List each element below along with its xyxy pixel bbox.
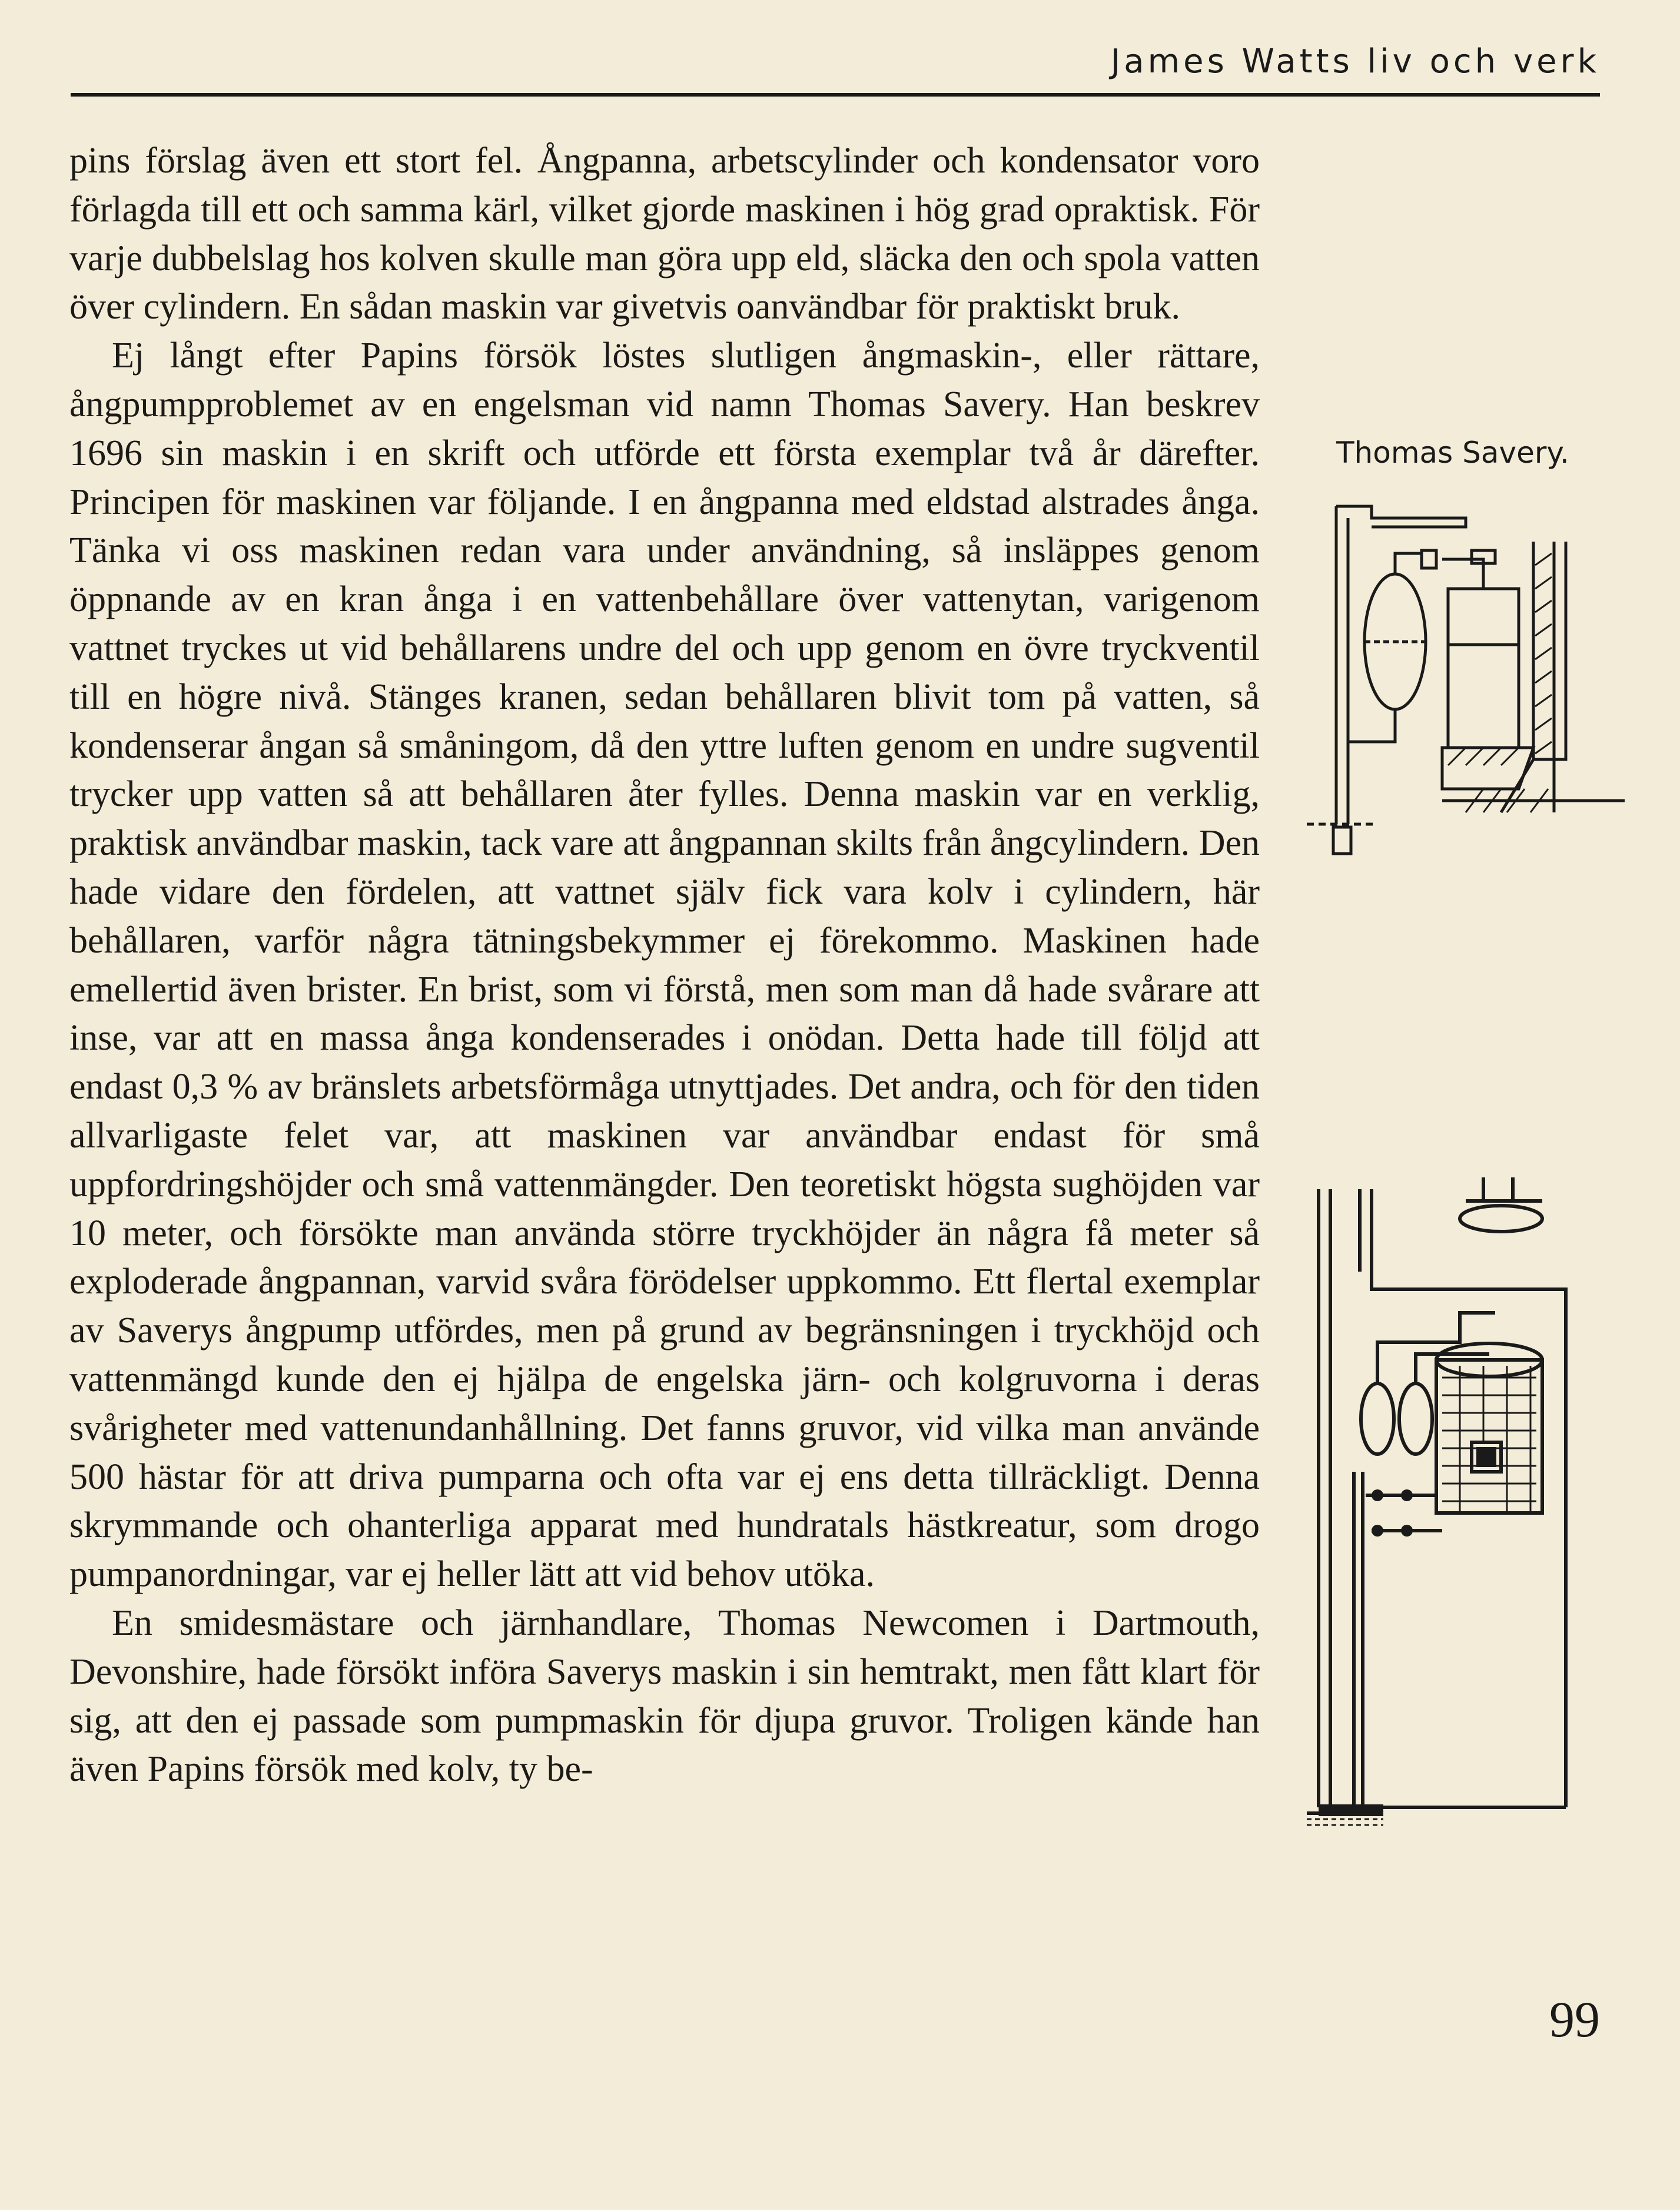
figure-caption: Thomas Savery. [1336,436,1569,470]
mine-pump-illustration [1307,1166,1589,1837]
paragraph-1: pins förslag även ett stort fel. Ångpanna, arbetscylinder och kondensator voro förlagda till ett och samma kärl, vilket gjorde maskinen i hög grad opraktisk. För varje dubbelslag hos kolven skulle man göra upp eld, släcka den och spola vatten över cylindern. En sådan maskin var givetvis oanvändbar för praktiskt bruk. [69,141,1260,327]
header-rule [71,93,1600,97]
savery-schematic-figure [1307,495,1636,907]
paragraph-3: En smidesmästare och järnhandlare, Thomas Newcomen i Dartmouth, Devonshire, hade försökt införa Saverys maskin i sin hemtrakt, men fått klart för sig, att den ej passade som pumpmaskin för djupa gruvor. Troligen kände han även Papins försök med kolv, ty be- [69,1602,1260,1790]
paragraph-2: Ej långt efter Papins försök löstes slutligen ångmaskin-, eller rättare, ångpumpproblemet av en engelsman vid namn Thomas Savery. Han beskrev 1696 sin maskin i en skrift och utförde ett första exemplar två år därefter. Principen för maskinen var följande. I en ångpanna med eldstad alstrades ånga. Tänka vi oss maskinen redan vara under användning, så insläppes genom öppnande av en kran ånga i en vattenbehållare över vattenytan, varigenom vattnet tryckes ut vid behållarens undre del och upp genom en övre tryckventil till en högre nivå. Stänges kranen, sedan behållaren blivit tom på vatten, så kondenserar ångan så småningom, då den yttre luften genom en undre sugventil trycker upp vatten så att behållaren åter fylles. Denna maskin var en verklig, praktisk användbar maskin, tack vare att ångpannan skilts från ångcylindern. Den hade vidare den fördelen, att vattnet själv fick vara kolv i cylindern, här behållaren, varför några tätningsbekymmer ej förekommo. Maskinen hade emellertid även brister. En brist, som vi förstå, men som man då hade svårare att inse, var att en massa ånga kondenserades i onödan. Detta hade till följd att endast 0,3 % av bränslets arbetsförmåga utnyttjades. Det andra, och för den tiden allvarligaste felet var, att maskinen var användbar endast för små uppfordringshöjder och små vattenmängder. Den teoretiskt högsta sughöjden var 10 meter, och försökte man använda större tryckhöjder än några få meter så exploderade ångpannan, varvid svåra förödelser uppkommo. Ett flertal exemplar av Saverys ångpump utfördes, men på grund av begränsningen i tryckhöjd och vattenmängd kunde den ej hjälpa de engelska järn- och kolgruvorna i deras svårigheter med vattenundanhållning. Det fanns gruvor, vid vilka man använde 500 hästar för att driva pumparna och ofta var ej ens detta tillräckligt. Denna skrymmande och ohanterliga apparat med hundratals hästkreatur, som drogo pumpanordningar, var ej heller lätt att vid behov utöka. [69,336,1260,1595]
body-text [69,137,1260,1794]
page-number: 99 [1549,1991,1600,2048]
running-head: James Watts liv och verk [1110,42,1600,81]
